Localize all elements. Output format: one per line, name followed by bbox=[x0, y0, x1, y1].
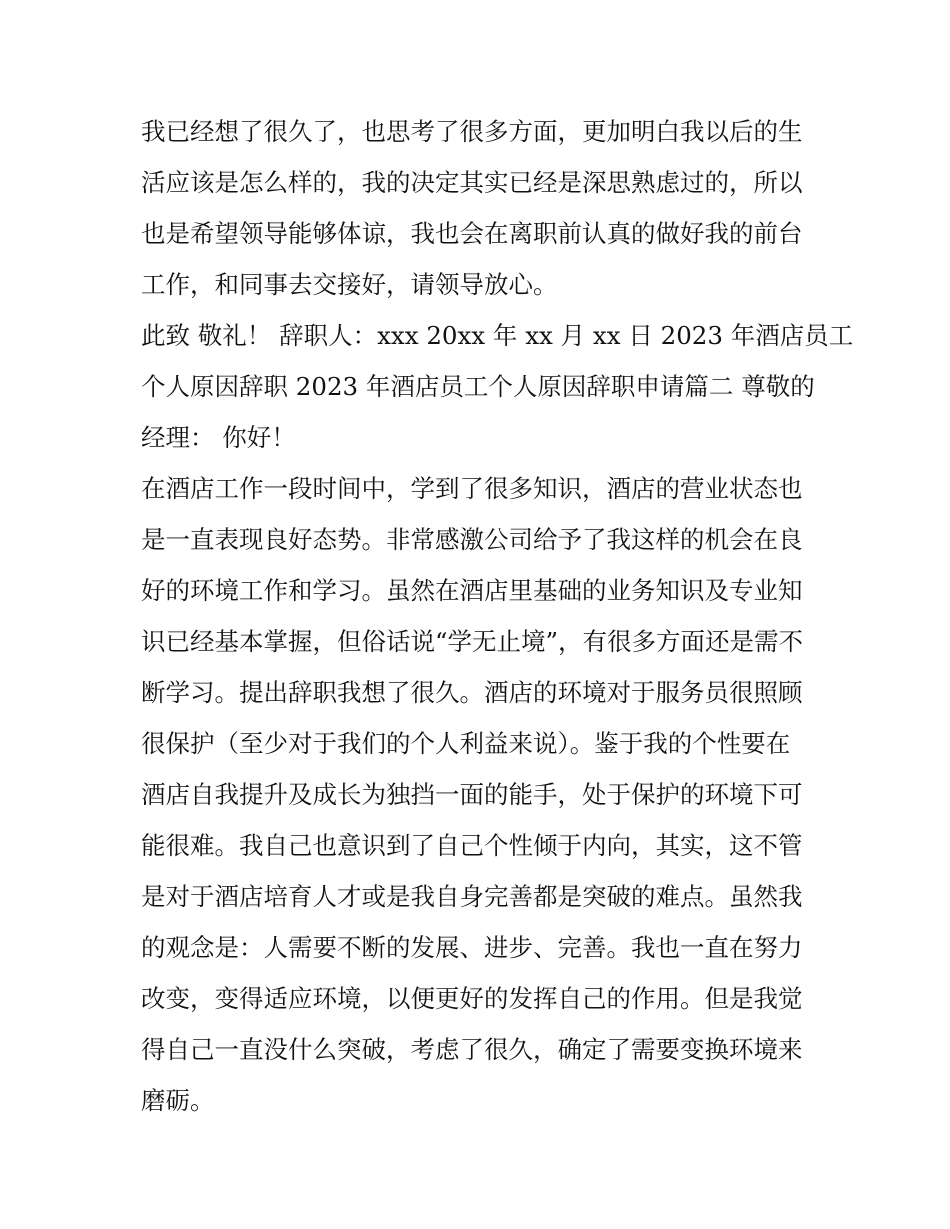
text-line: 断学习。提出辞职我想了很久。酒店的环境对于服务员很照顾 bbox=[141, 678, 803, 707]
text-line: 得自己一直没什么突破，考虑了很久，确定了需要变换环境来 bbox=[141, 1035, 803, 1064]
paragraph-reason bbox=[141, 463, 813, 1126]
text-line: 活应该是怎么样的，我的决定其实已经是深思熟虑过的，所以 bbox=[141, 168, 803, 197]
document-body bbox=[141, 106, 854, 1126]
text-line: 是一直表现良好态势。非常感激公司给予了我这样的机会在良 bbox=[141, 525, 803, 554]
text-line: 也是希望领导能够体谅，我也会在离职前认真的做好我的前台 bbox=[141, 219, 803, 248]
text-line: 酒店自我提升及成长为独挡一面的能手，处于保护的环境下可 bbox=[141, 780, 803, 809]
text-line: 此致 敬礼！ 辞职人：xxx 20xx 年 xx 月 xx 日 2023 年酒店员工 bbox=[141, 321, 854, 350]
text-line: 经理： 你好！ bbox=[141, 423, 296, 452]
text-line: 工作，和同事去交接好，请领导放心。 bbox=[141, 270, 558, 299]
text-line: 改变，变得适应环境，以便更好的发挥自己的作用。但是我觉 bbox=[141, 984, 803, 1013]
text-line: 识已经基本掌握，但俗话说“学无止境”，有很多方面还是需不 bbox=[141, 627, 804, 656]
text-line: 的观念是：人需要不断的发展、进步、完善。我也一直在努力 bbox=[141, 933, 803, 962]
text-line: 是对于酒店培育人才或是我自身完善都是突破的难点。虽然我 bbox=[141, 882, 803, 911]
text-line: 个人原因辞职 2023 年酒店员工个人原因辞职申请篇二 尊敬的 bbox=[141, 372, 815, 401]
text-line: 我已经想了很久了，也思考了很多方面，更加明白我以后的生 bbox=[141, 117, 803, 146]
paragraph-decision bbox=[141, 106, 813, 310]
text-line: 好的环境工作和学习。虽然在酒店里基础的业务知识及专业知 bbox=[141, 576, 803, 605]
paragraph-closing-and-salutation bbox=[141, 310, 854, 463]
text-line: 磨砺。 bbox=[141, 1086, 215, 1115]
text-line: 在酒店工作一段时间中，学到了很多知识，酒店的营业状态也 bbox=[141, 474, 803, 503]
text-line: 很保护（至少对于我们的个人利益来说）。鉴于我的个性要在 bbox=[141, 729, 791, 758]
text-line: 能很难。我自己也意识到了自己个性倾于内向，其实，这不管 bbox=[141, 831, 803, 860]
